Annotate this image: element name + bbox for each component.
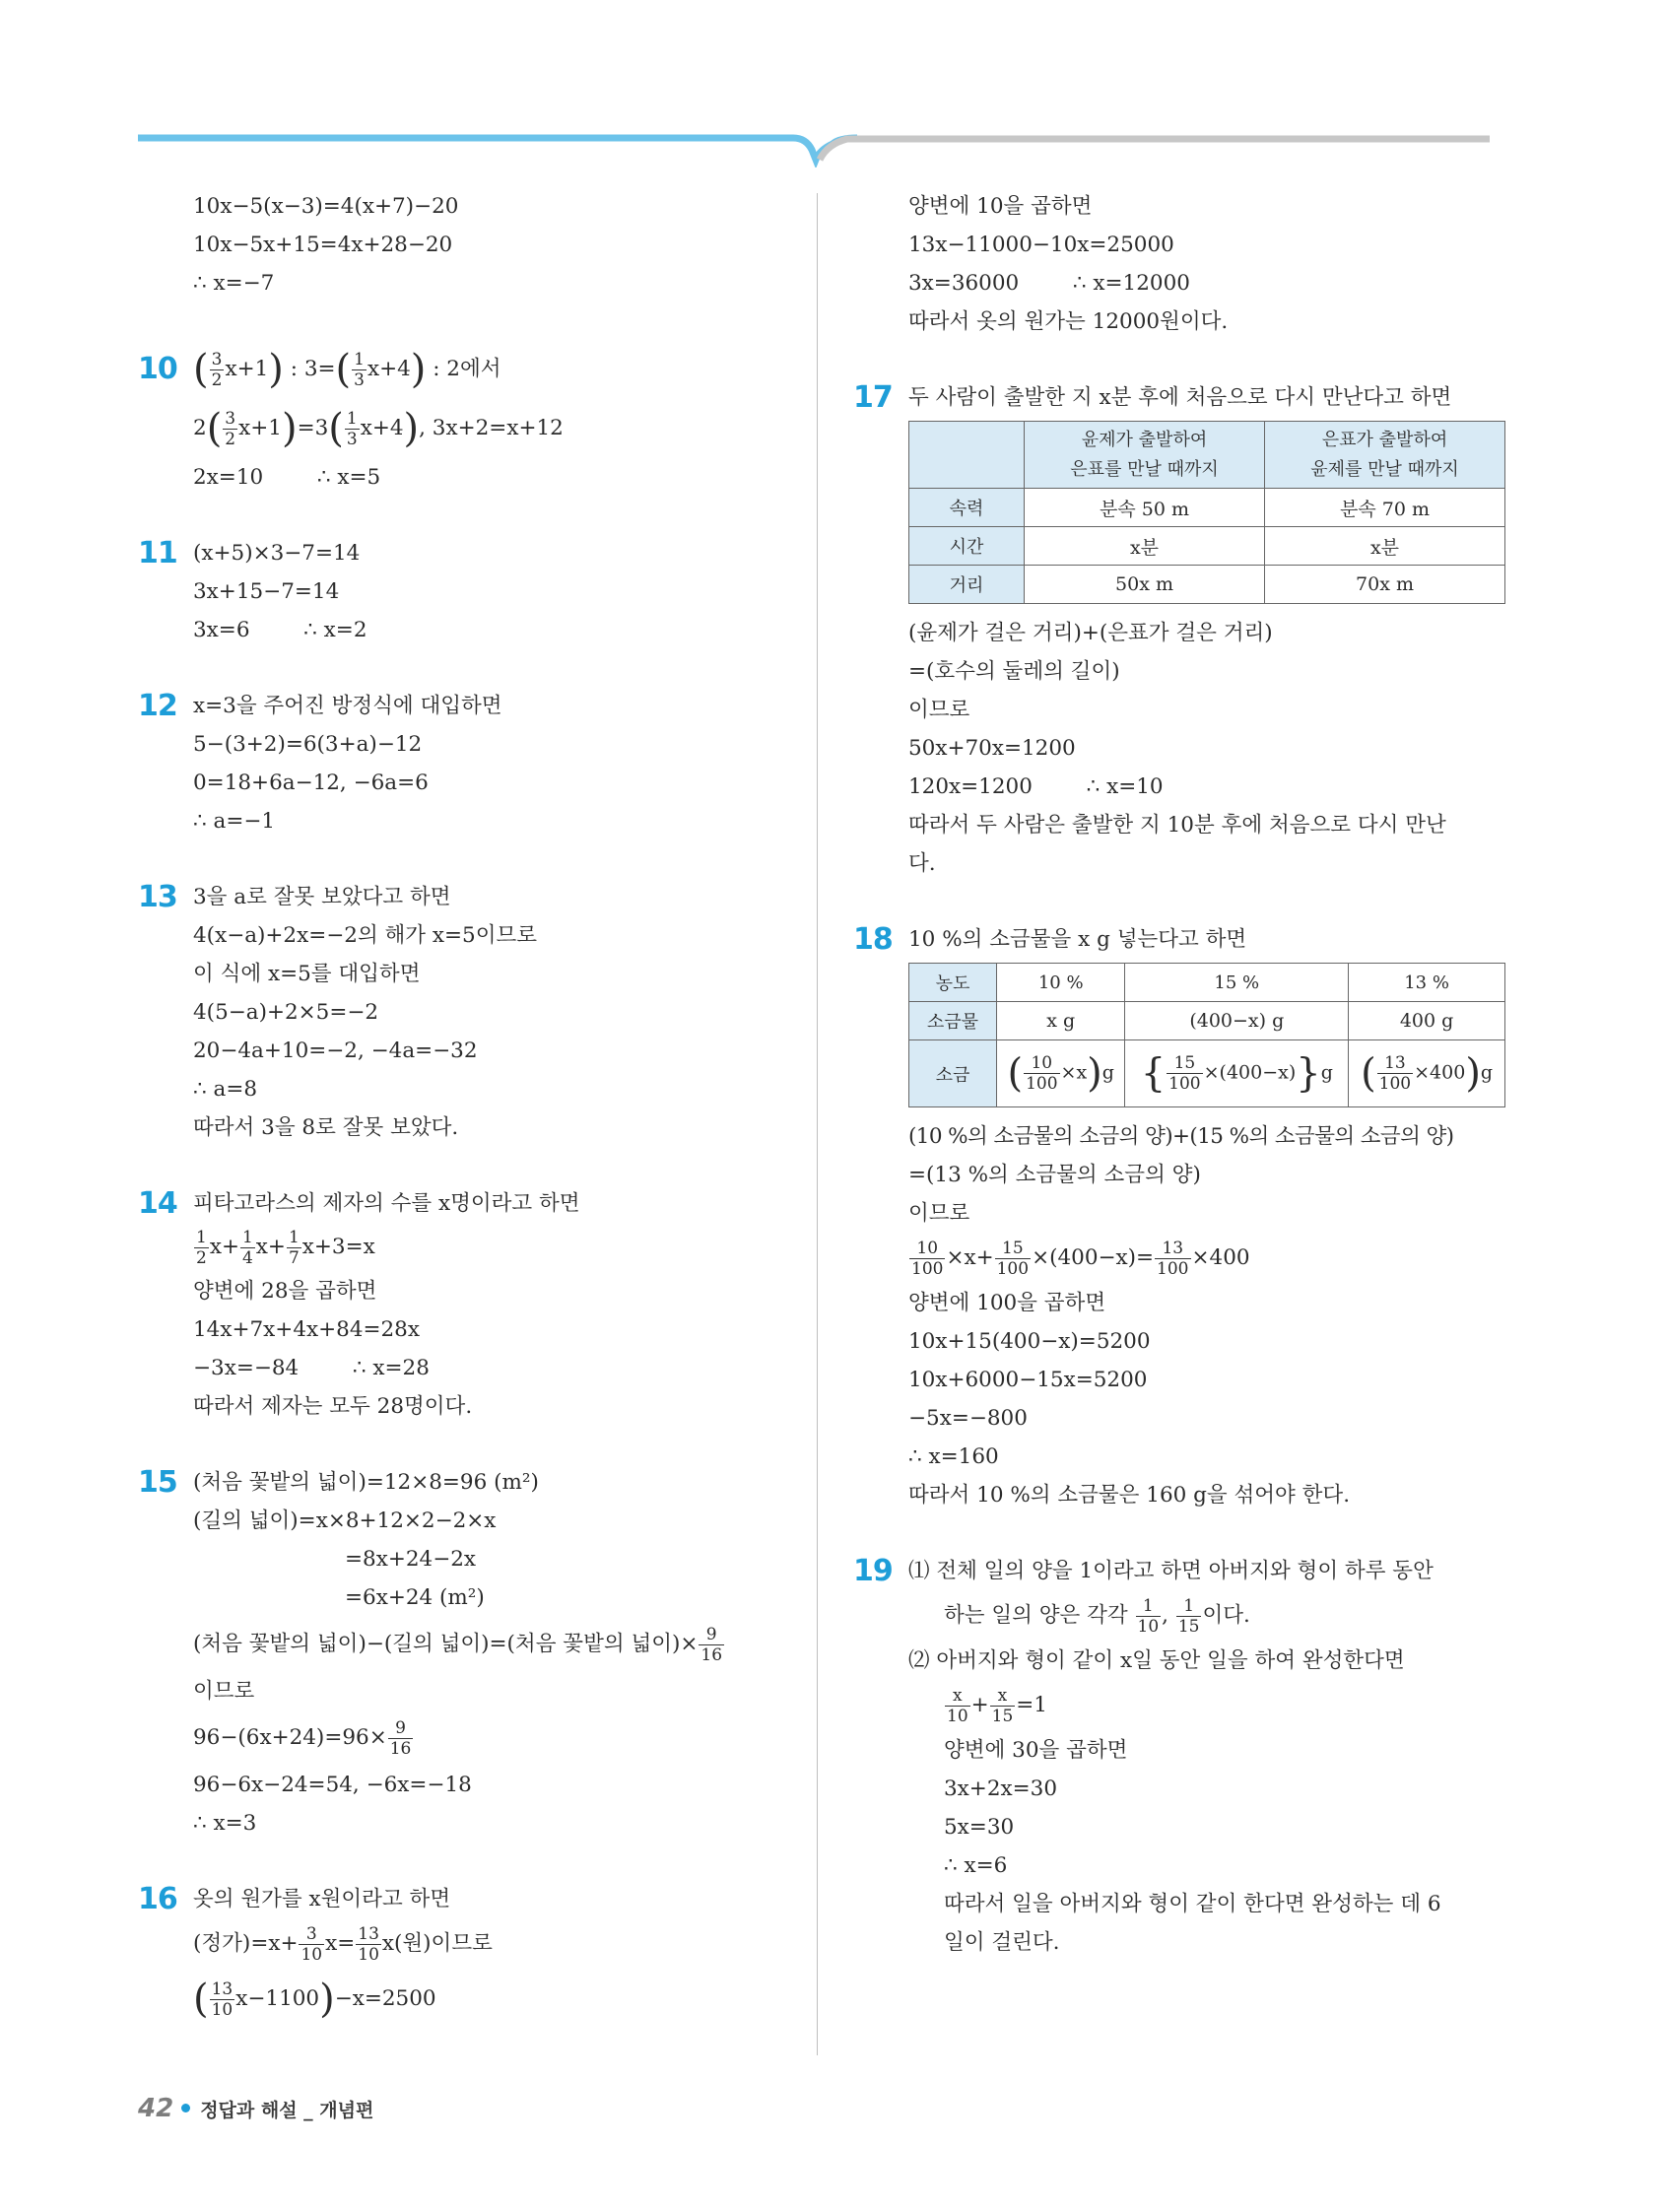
equation-line: 120x=1200 ∴ x=10 (908, 774, 1164, 799)
problem-17 (853, 378, 1494, 883)
text-line: 피타고라스의 제자의 수를 x명이라고 하면 (193, 1191, 580, 1216)
equation-line: 2x=10 ∴ x=5 (193, 465, 381, 490)
page-footer (138, 2094, 373, 2123)
table-header: 윤제가 출발하여 은표를 만날 때까지 (1025, 422, 1265, 489)
text-line: 따라서 옷의 원가는 12000원이다. (908, 309, 1229, 334)
text-line: ⑴ 전체 일의 양을 1이라고 하면 아버지와 형이 하루 동안 (908, 1559, 1434, 1583)
equation-line: 10x+6000−15x=5200 (908, 1368, 1148, 1392)
equation-line: 3x+2x=30 (944, 1776, 1057, 1801)
salt-water-table (908, 963, 1505, 1107)
text-line: 이므로 (908, 1201, 970, 1226)
fraction: $\frac{13}{10}$ (358, 1923, 379, 1965)
equation-line: 96−6x−24=54, −6x=−18 (193, 1773, 472, 1797)
equation-line: 5x=30 (944, 1815, 1015, 1840)
equation-line: 3x+15−7=14 (193, 579, 340, 604)
fraction: $\frac{13}{100}$ (1157, 1238, 1189, 1279)
equation-line: 5−(3+2)=6(3+a)−12 (193, 732, 423, 757)
equation-line: ( $\frac{13}{10}$ x−1100)−x=2500 (193, 1977, 436, 2022)
problem-14 (138, 1184, 778, 1426)
equation-line: (처음 꽃밭의 넓이)−(길의 넓이)=(처음 꽃밭의 넓이)× $\frac{9}{16}$ (193, 1624, 723, 1665)
problem-number: 17 (853, 380, 893, 415)
equation-line: −5x=−800 (908, 1406, 1028, 1431)
equation-line: ∴ a=−1 (193, 809, 276, 834)
text-line: 양변에 28을 곱하면 (193, 1279, 377, 1304)
problem-12 (138, 687, 778, 840)
problem-number: 15 (138, 1465, 177, 1500)
text-line: =(호수의 둘레의 길이) (908, 659, 1120, 684)
text-line: 4(x−a)+2x=−2의 해가 x=5이므로 (193, 923, 538, 948)
equation-line: 4(5−a)+2×5=−2 (193, 1000, 379, 1025)
text-line: 양변에 100을 곱하면 (908, 1291, 1106, 1315)
text-line: 따라서 10 %의 소금물은 160 g을 섞어야 한다. (908, 1483, 1351, 1508)
equation-line: ∴ x=−7 (193, 271, 275, 296)
equation-line: ∴ a=8 (193, 1077, 258, 1102)
problem-number: 16 (138, 1882, 177, 1916)
text-line: 양변에 30을 곱하면 (944, 1738, 1128, 1763)
text-line: 두 사람이 출발한 지 x분 후에 처음으로 다시 만난다고 하면 (908, 385, 1452, 410)
equation-line: $\frac{10}{100}$ ×x+ $\frac{15}{100}$ ×(400−x)= $\frac{13}{100}$ ×400 (911, 1238, 1250, 1279)
text-line: 따라서 일을 아버지와 형이 같이 한다면 완성하는 데 6 (944, 1892, 1441, 1916)
problem-number: 12 (138, 689, 177, 723)
problem-10 (138, 340, 778, 497)
problem-number: 10 (138, 352, 177, 386)
table-row: 거리 50x m 70x m (909, 566, 1505, 604)
text-line: 이 식에 x=5를 대입하면 (193, 962, 421, 986)
table-header (909, 422, 1025, 489)
fraction: $\frac{1}{4}$ (241, 1227, 253, 1268)
equation-line: ∴ x=3 (193, 1811, 257, 1836)
right-column (853, 187, 1494, 1962)
text-line: x=3을 주어진 방정식에 대입하면 (193, 694, 502, 718)
problem-number: 14 (138, 1186, 177, 1221)
fraction: $\frac{3}{2}$ (211, 349, 223, 390)
problem-16 (138, 1880, 778, 2029)
equation-line: 3x=36000 ∴ x=12000 (908, 271, 1190, 296)
equation-line: (정가)=x+ $\frac{3}{10}$ x= $\frac{13}{10}$ x(원)이므로 (193, 1923, 493, 1965)
fraction: $\frac{1}{3}$ (346, 408, 358, 449)
column-divider (817, 193, 818, 2055)
header-tab-bar (0, 0, 1668, 168)
equation-line: (길의 넓이)=x×8+12×2−2×x (193, 1508, 497, 1533)
equation-line: (처음 꽃밭의 넓이)=12×8=96 (m²) (193, 1470, 539, 1495)
bullet-dot-icon (181, 2104, 190, 2112)
equation-line: 10x+15(400−x)=5200 (908, 1329, 1151, 1354)
equation-line: 13x−11000−10x=25000 (908, 233, 1174, 257)
problem-number: 19 (853, 1554, 893, 1588)
fraction: $\frac{3}{2}$ (225, 408, 236, 449)
fraction: $\frac{x}{15}$ (991, 1685, 1014, 1726)
equation-line: 20−4a+10=−2, −4a=−32 (193, 1039, 478, 1063)
fraction: $\frac{9}{16}$ (389, 1717, 412, 1759)
table-row: 소금물 x g (400−x) g 400 g (909, 1002, 1505, 1040)
text-line: 따라서 두 사람은 출발한 지 10분 후에 처음으로 다시 만난 (908, 813, 1446, 838)
fraction: $\frac{x}{10}$ (947, 1685, 968, 1726)
text-line: 일이 걸린다. (944, 1930, 1060, 1955)
fraction: $\frac{1}{10}$ (1137, 1595, 1160, 1637)
text-line: (10 %의 소금물의 소금의 양)+(15 %의 소금물의 소금의 양) (908, 1124, 1454, 1149)
equation-line: ∴ x=6 (944, 1853, 1008, 1878)
text-line: 옷의 원가를 x원이라고 하면 (193, 1887, 451, 1911)
table-header: 은표가 출발하여 윤제를 만날 때까지 (1265, 422, 1505, 489)
equation-line: 10x−5x+15=4x+28−20 (193, 233, 453, 257)
problem-number: 13 (138, 880, 177, 914)
equation-line: 50x+70x=1200 (908, 736, 1076, 761)
footer-title: 정답과 해설 _ 개념편 (200, 2100, 374, 2121)
problem-11 (138, 534, 778, 649)
equation-line: ∴ x=160 (908, 1444, 999, 1469)
equation-line: (x+5)×3−7=14 (193, 541, 361, 566)
table-row: 속력 분속 50 m 분속 70 m (909, 489, 1505, 527)
equation-line: ( $\frac{3}{2}$ x+1) : 3=( $\frac{1}{3}$ x+4) : 2에서 (193, 347, 501, 392)
fraction: $\frac{1}{15}$ (1177, 1595, 1200, 1637)
equation-line: 2( $\frac{3}{2}$ x+1)=3( $\frac{1}{3}$ x+4), 3x+2=x+12 (193, 406, 564, 451)
text-line: (윤제가 걸은 거리)+(은표가 걸은 거리) (908, 621, 1273, 645)
text-line: ⑵ 아버지와 형이 같이 x일 동안 일을 하여 완성한다면 (908, 1648, 1405, 1673)
problem-16-tail (853, 187, 1494, 341)
text-line: 이므로 (908, 698, 970, 722)
text-line: 10 %의 소금물을 x g 넣는다고 하면 (908, 927, 1247, 952)
text-line: 양변에 10을 곱하면 (908, 194, 1093, 219)
equation-line: 14x+7x+4x+84=28x (193, 1317, 420, 1342)
problem-19 (853, 1552, 1494, 1962)
left-column (138, 187, 778, 2029)
table-row: 농도 10 % 15 % 13 % (909, 964, 1505, 1002)
table-row: 시간 x분 x분 (909, 527, 1505, 566)
problem-number: 11 (138, 536, 177, 570)
equation-line: 하는 일의 양은 각각 $\frac{1}{10}$ , $\frac{1}{15}$ 이다. (944, 1595, 1250, 1637)
fraction: $\frac{9}{16}$ (701, 1624, 723, 1665)
fraction: $\frac{15}{100}$ (996, 1238, 1030, 1279)
text-line: =(13 %의 소금물의 소금의 양) (908, 1163, 1201, 1187)
problem-18 (853, 920, 1494, 1514)
speed-time-distance-table (908, 421, 1505, 604)
text-line: 3을 a로 잘못 보았다고 하면 (193, 885, 451, 909)
equation-line: =8x+24−2x (345, 1547, 477, 1572)
fraction: $\frac{13}{10}$ (211, 1978, 234, 2020)
text-line: 따라서 제자는 모두 28명이다. (193, 1394, 473, 1419)
problem-number: 18 (853, 922, 893, 957)
fraction: $\frac{1}{2}$ (196, 1227, 207, 1268)
text-line: 따라서 3을 8로 잘못 보았다. (193, 1115, 459, 1140)
equation-line: =6x+24 (m²) (345, 1585, 485, 1610)
equation-line: $\frac{1}{2}$ x+ $\frac{1}{4}$ x+ $\frac{1}{7}$ x+3=x (196, 1227, 375, 1268)
problem-15 (138, 1463, 778, 1843)
fraction: $\frac{1}{7}$ (288, 1227, 300, 1268)
fraction: $\frac{3}{10}$ (300, 1923, 323, 1965)
equation-line: −3x=−84 ∴ x=28 (193, 1356, 430, 1380)
page-number: 42 (138, 2094, 174, 2123)
equation-line: 3x=6 ∴ x=2 (193, 618, 367, 642)
equation-line: 96−(6x+24)=96× $\frac{9}{16}$ (193, 1717, 412, 1759)
text-line: 다. (908, 851, 936, 876)
problem-13 (138, 878, 778, 1147)
fraction: $\frac{1}{3}$ (354, 349, 365, 390)
equation-line: $\frac{x}{10}$ + $\frac{x}{15}$ =1 (947, 1685, 1047, 1726)
fraction: $\frac{10}{100}$ (911, 1238, 944, 1279)
text-line: 이므로 (193, 1679, 255, 1704)
table-row: 소금 ( $\frac{10}{100}$ ×x)g { $\frac{15}{100}$ ×(400−x)}g ( $\frac{13}{100}$ ×400)g (909, 1040, 1505, 1107)
problem-9-tail (138, 187, 778, 302)
equation-line: 0=18+6a−12, −6a=6 (193, 771, 429, 795)
equation-line: 10x−5(x−3)=4(x+7)−20 (193, 194, 459, 219)
